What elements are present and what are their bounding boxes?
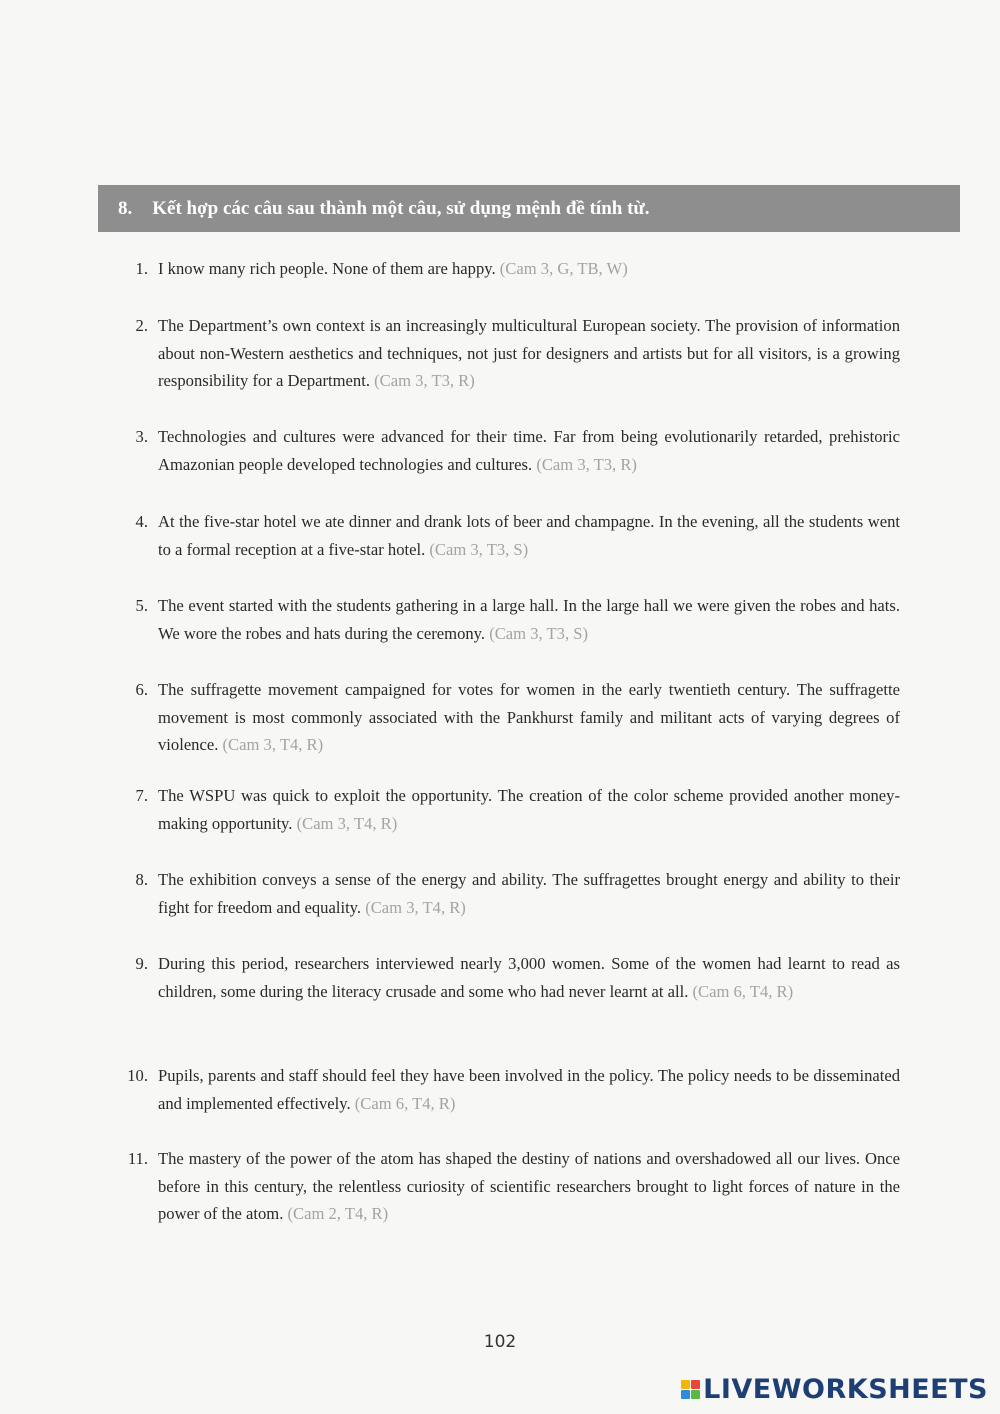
item-number: 1. xyxy=(135,259,148,278)
item-number: 9. xyxy=(135,954,148,973)
item-text xyxy=(158,782,900,837)
item-text xyxy=(158,866,900,921)
item-number: 11. xyxy=(127,1149,148,1168)
exercise-item xyxy=(110,950,900,1005)
item-number: 2. xyxy=(135,316,148,335)
item-number: 8. xyxy=(135,870,148,889)
source-reference: (Cam 3, T4, R) xyxy=(222,735,324,754)
item-number: 4. xyxy=(135,512,148,531)
exercise-item xyxy=(110,423,900,478)
exercise-item xyxy=(110,1145,900,1228)
section-number: 8. xyxy=(118,197,133,219)
source-reference: (Cam 3, T3, R) xyxy=(536,454,637,474)
source-reference: (Cam 6, T4, R) xyxy=(354,1093,456,1113)
liveworksheets-brand xyxy=(681,1374,988,1405)
source-reference: (Cam 3, T4, R) xyxy=(365,897,466,917)
item-text xyxy=(158,423,900,478)
sentence-text: The exhibition conveys a sense of the energy and ability. The suffragettes brought energy and ability to their fight for freedom and equality. xyxy=(158,870,900,917)
liveworksheets-logo-icon xyxy=(681,1380,700,1399)
logo-square-1 xyxy=(681,1380,690,1389)
item-text xyxy=(158,676,900,759)
sentence-text: During this period, researchers interviewed nearly 3,000 women. Some of the women had learnt to read as children, some during the literacy crusade and some who had never learnt at all. xyxy=(158,954,900,1001)
logo-square-2 xyxy=(691,1380,700,1389)
item-text xyxy=(158,592,900,647)
item-number: 6. xyxy=(135,680,148,699)
item-number: 10. xyxy=(127,1066,148,1085)
section-header xyxy=(98,185,960,232)
item-number: 7. xyxy=(135,786,148,805)
sentence-text: The mastery of the power of the atom has shaped the destiny of nations and overshadowed all our lives. Once before in this century, the relentless curiosity of scientific researchers brought to light forces of nature in the power of the atom. xyxy=(158,1149,900,1223)
sentence-text: Technologies and cultures were advanced for their time. Far from being evolutionarily retarded, prehistoric Amazonian people developed technologies and cultures. xyxy=(158,427,900,474)
exercise-item xyxy=(110,866,900,921)
item-text xyxy=(158,508,900,563)
exercise-item xyxy=(110,1062,900,1117)
sentence-text: The suffragette movement campaigned for votes for women in the early twentieth century. The suffragette movement is most commonly associated with the Pankhurst family and militant acts of varying degrees of violence. xyxy=(158,680,900,754)
exercise-item xyxy=(110,312,900,395)
sentence-text: The event started with the students gathering in a large hall. In the large hall we were given the robes and hats. We wore the robes and hats during the ceremony. xyxy=(158,596,900,643)
exercise-item xyxy=(110,255,900,283)
brand-name: LIVEWORKSHEETS xyxy=(703,1374,988,1405)
item-number: 5. xyxy=(135,596,148,615)
item-text xyxy=(158,255,900,283)
page-number: 102 xyxy=(483,1332,517,1352)
exercise-item xyxy=(110,592,900,647)
sentence-text: I know many rich people. None of them are happy. xyxy=(158,259,496,278)
source-reference: (Cam 3, T3, S) xyxy=(489,623,588,643)
source-reference: (Cam 3, T3, R) xyxy=(374,371,475,390)
section-title: Kết hợp các câu sau thành một câu, sử dụng mệnh đề tính từ. xyxy=(152,197,650,219)
item-text xyxy=(158,950,900,1005)
logo-square-3 xyxy=(681,1390,690,1399)
item-text xyxy=(158,1145,900,1228)
item-number: 3. xyxy=(135,427,148,446)
source-reference: (Cam 3, T4, R) xyxy=(296,813,398,833)
item-text xyxy=(158,1062,900,1117)
source-reference: (Cam 6, T4, R) xyxy=(692,981,794,1001)
source-reference: (Cam 2, T4, R) xyxy=(287,1204,389,1223)
sentence-text: Pupils, parents and staff should feel they have been involved in the policy. The policy needs to be disseminated and implemented effectively. xyxy=(158,1066,900,1113)
source-reference: (Cam 3, T3, S) xyxy=(429,539,529,559)
source-reference: (Cam 3, G, TB, W) xyxy=(499,259,628,278)
logo-square-4 xyxy=(691,1390,700,1399)
sentence-text: The Department’s own context is an increasingly multicultural European society. The provision of information about non-Western aesthetics and techniques, not just for designers and artists but for all visitors, is a growing responsibility for a Department. xyxy=(158,316,900,390)
exercise-item xyxy=(110,508,900,563)
item-text xyxy=(158,312,900,395)
exercise-item xyxy=(110,676,900,759)
sentence-text: The WSPU was quick to exploit the opportunity. The creation of the color scheme provided another money-making opportunity. xyxy=(158,786,900,833)
sentence-text: At the five-star hotel we ate dinner and drank lots of beer and champagne. In the evening, all the students went to a formal reception at a five-star hotel. xyxy=(158,512,900,559)
exercise-item xyxy=(110,782,900,837)
